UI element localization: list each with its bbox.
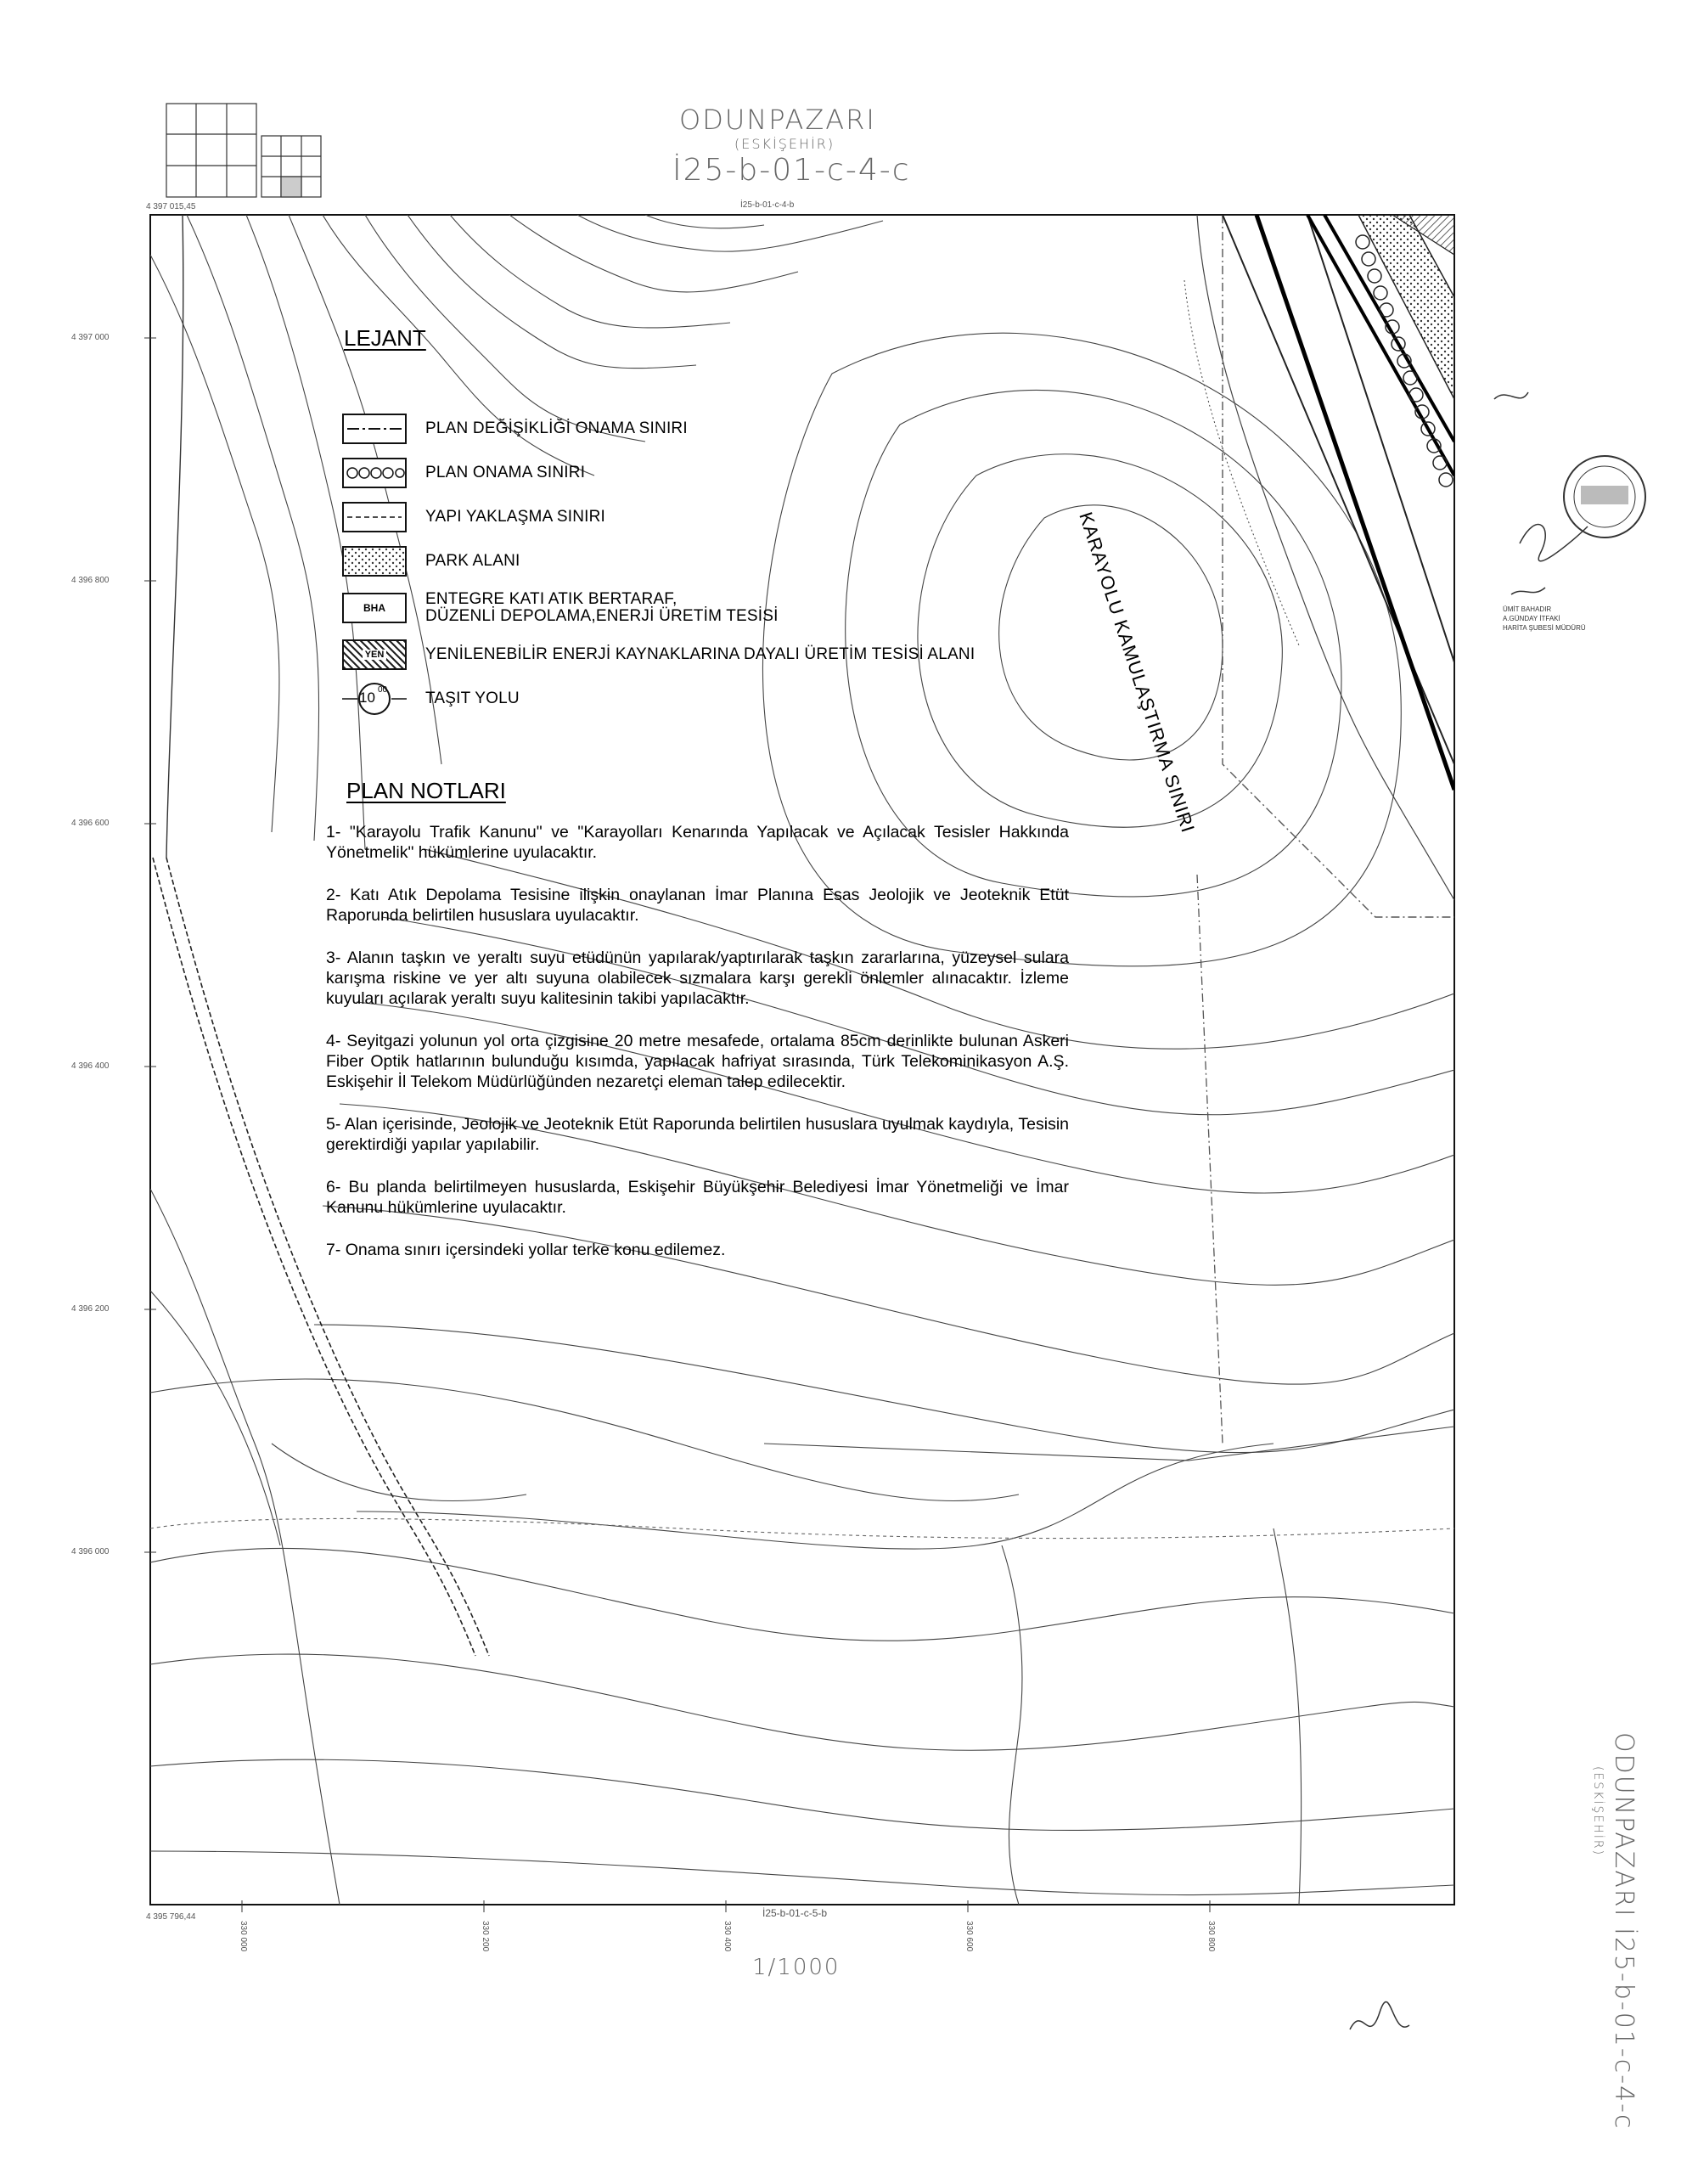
plan-note: 4- Seyitgazi yolunun yol orta çizgisine 20 metre mesafede, ortalama 85cm derinlikte bulunan Askeri Fiber Optik hatlarının bulunduğu kısımda, yapılacak hafriyat sırasında, Türk Telekominikasyon A.Ş. Eskişehir İl Telekom Müdürlüğünden nezaretçi eleman talep edilecektir. [326, 1032, 1069, 1091]
legend [342, 410, 1038, 718]
stamp-role: A.GÜNDAY İTFAKİ [1503, 615, 1560, 622]
renewable-energy-icon [342, 639, 407, 670]
plan-note: 6- Bu planda belirtilmeyen hususlarda, Eskişehir Büyükşehir Belediyesi İmar Yönetmeliği ve İmar Kanunu hükümlerine uyulacaktır. [326, 1178, 1069, 1217]
coord-top-left: 4 397 015,45 [146, 202, 196, 211]
coord-left: 4 396 600 [71, 819, 110, 828]
stamp-name: ÜMİT BAHADIR [1503, 605, 1552, 613]
plan-note: 5- Alan içerisinde, Jeolojik ve Jeoteknik Etüt Raporunda belirtilen hususlara uyulmak kaydıyla, Tesisin gerektirdiği yapılar yapılabilir. [326, 1115, 1069, 1154]
legend-label: PLAN ONAMA SINIRI [425, 464, 586, 481]
plan-note: 3- Alanın taşkın ve yeraltı suyu etüdünün yapılarak/yaptırılarak taşkın zararlarına, yüzeysel sulara karışma riskine ve yer altı suyuna olabilecek sızmalara karşı gerekli önlemler alınacaktır. İzleme kuyuları açılarak yeraltı suyu kalitesinin takibi yapılacaktır. [326, 948, 1069, 1008]
dash-dot-line-icon [342, 414, 407, 444]
sheet-subtitle: (ESKİŞEHİR) [734, 136, 835, 152]
symbol-sup: 00 [378, 685, 388, 695]
plan-notes [326, 822, 1069, 1260]
road-width-icon [342, 682, 407, 716]
legend-label: TAŞIT YOLU [425, 690, 520, 707]
legend-label: YAPI YAKLAŞMA SINIRI [425, 508, 606, 526]
legend-label: ENTEGRE KATI ATIK BERTARAF, DÜZENLİ DEPOLAMA,ENERJİ ÜRETİM TESİSİ [425, 590, 779, 625]
coord-left: 4 396 400 [71, 1061, 110, 1071]
plan-notes-title: PLAN NOTLARI [346, 778, 506, 803]
top-sheet-ref: İ25-b-01-c-4-b [740, 200, 795, 210]
symbol-text: 10 [359, 690, 375, 706]
plan-note: 2- Katı Atık Depolama Tesisine ilişkin onaylanan İmar Planına Esas Jeolojik ve Jeoteknik Etüt Raporunda belirtilen hususlara uyulacaktır. [326, 886, 1069, 925]
plan-note: 1- "Karayolu Trafik Kanunu" ve "Karayolları Kenarında Yapılacak ve Açılacak Tesisler Hakkında Yönetmelik" hükümlerine uyulacaktır. [326, 823, 1069, 862]
legend-title: LEJANT [344, 325, 426, 351]
coord-left: 4 397 000 [71, 333, 110, 342]
coord-bottom: 330 800 [1206, 1921, 1216, 1952]
coord-bottom: 330 400 [722, 1921, 732, 1952]
plan-note: 7- Onama sınırı içersindeki yollar terke konu edilemez. [326, 1241, 726, 1259]
coord-bottom: 330 200 [481, 1921, 490, 1952]
coord-bottom: 330 000 [239, 1921, 248, 1952]
road-expropriation-label: KARAYOLU KAMULAŞTIRMA SINIRI [1075, 509, 1200, 836]
legend-item-plan-change-boundary [342, 410, 1038, 447]
sheet-title: ODUNPAZARI [679, 104, 876, 136]
dotted-pattern-icon [342, 546, 407, 577]
symbol-text: YEN [363, 650, 387, 660]
bottom-sheet-ref: İ25-b-01-c-5-b [762, 1907, 828, 1919]
dashed-line-icon [342, 502, 407, 532]
coord-left: 4 396 000 [71, 1547, 110, 1556]
legend-item-vehicle-road [342, 680, 1038, 718]
coord-left: 4 396 800 [71, 576, 110, 585]
legend-label: YENİLENEBİLİR ENERJİ KAYNAKLARINA DAYALI ÜRETİM TESİSİ ALANI [425, 645, 976, 663]
coord-left: 4 396 200 [71, 1304, 110, 1314]
stamp-office: HARİTA ŞUBESİ MÜDÜRÜ [1503, 624, 1586, 632]
legend-label: PARK ALANI [425, 552, 520, 570]
waste-facility-icon [342, 593, 407, 623]
legend-label: PLAN DEĞİŞİKLİĞİ ONAMA SINIRI [425, 419, 688, 437]
circle-chain-icon [342, 458, 407, 488]
symbol-text: BHA [363, 602, 385, 614]
side-title: ODUNPAZARI [1609, 1732, 1639, 1918]
legend-item-plan-boundary [342, 454, 1038, 492]
legend-item-park-area [342, 543, 1038, 580]
map-scale: 1/1000 [752, 1955, 841, 1980]
side-subtitle: (ESKİŞEHİR) [1591, 1766, 1605, 1857]
sheet-code: İ25-b-01-c-4-c [672, 153, 911, 188]
side-sheet-code: İ25-b-01-c-4-c [1609, 1928, 1639, 2131]
legend-item-waste-facility [342, 587, 1038, 629]
coord-bottom: 330 600 [964, 1921, 974, 1952]
legend-item-renewable-energy [342, 636, 1038, 673]
legend-item-setback-line [342, 498, 1038, 536]
coord-bottom-left: 4 395 796,44 [146, 1912, 196, 1922]
